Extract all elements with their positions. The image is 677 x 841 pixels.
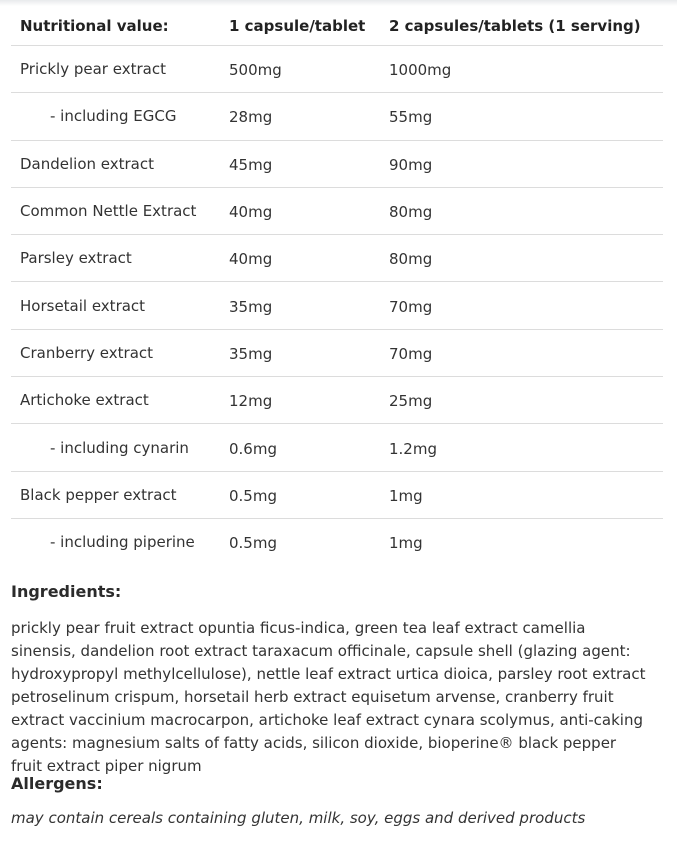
table-row [11, 471, 663, 518]
row-name: - including piperine [50, 533, 195, 552]
row-two-capsules: 80mg [380, 187, 663, 234]
table-row [11, 282, 663, 329]
ingredients-text: prickly pear fruit extract opuntia ficus-indica, green tea leaf extract camellia sinensis, dandelion root extract taraxacum officinale, capsule shell (glazing agent: hydroxypropyl methylcellulose), nettle leaf extract urtica dioica, parsley root extract petroselinum crispum, horsetail herb extract equisetum arvense, cranberry fruit extract vaccinium macrocarpon, artichoke leaf extract cynara scolymus, anti-caking agents: magnesium salts of fatty acids, silicon dioxide, bioperine® black pepper fruit extract piper nigrum [11, 619, 646, 775]
row-one-capsule: 40mg [220, 187, 380, 234]
row-one-capsule: 28mg [220, 93, 380, 140]
row-one-capsule: 0.5mg [229, 534, 277, 553]
table-row [11, 93, 663, 140]
table-row [11, 424, 663, 471]
row-name: - including EGCG [11, 93, 220, 140]
header-one-capsule: 1 capsule/tablet [220, 6, 380, 46]
row-one-capsule: 500mg [220, 46, 380, 93]
table-header-row [11, 6, 663, 46]
row-name: Dandelion extract [11, 140, 220, 187]
table-row [11, 329, 663, 376]
table-row [11, 46, 663, 93]
table-row [11, 518, 663, 565]
row-one-capsule: 0.5mg [220, 471, 380, 518]
table-row [11, 377, 663, 424]
row-one-capsule: 0.6mg [220, 424, 380, 471]
row-two-capsules: 55mg [380, 93, 663, 140]
row-one-capsule: 40mg [220, 235, 380, 282]
row-two-capsules: 80mg [380, 235, 663, 282]
nutrition-table [11, 6, 663, 565]
row-two-capsules: 1mg [380, 471, 663, 518]
row-two-capsules: 70mg [380, 282, 663, 329]
table-row [11, 140, 663, 187]
allergens-heading: Allergens: [11, 774, 103, 793]
table-row [11, 187, 663, 234]
table-row [11, 235, 663, 282]
row-two-capsules: 90mg [380, 140, 663, 187]
row-one-capsule: 35mg [220, 329, 380, 376]
row-name: Horsetail extract [11, 282, 220, 329]
allergens-text: may contain cereals containing gluten, milk, soy, eggs and derived products [11, 809, 586, 827]
row-name: Artichoke extract [11, 377, 220, 424]
header-two-capsules: 2 capsules/tablets (1 serving) [380, 6, 663, 46]
row-name: - including cynarin [11, 424, 220, 471]
row-name: Black pepper extract [11, 471, 220, 518]
row-one-capsule: 12mg [220, 377, 380, 424]
ingredients-heading: Ingredients: [11, 582, 122, 601]
row-two-capsules: 1000mg [380, 46, 663, 93]
header-nutritional-value: Nutritional value: [11, 6, 220, 46]
row-two-capsules: 25mg [380, 377, 663, 424]
row-one-capsule: 45mg [220, 140, 380, 187]
row-name: Cranberry extract [11, 329, 220, 376]
row-two-capsules: 70mg [380, 329, 663, 376]
row-one-capsule: 35mg [220, 282, 380, 329]
row-two-capsules: 1.2mg [380, 424, 663, 471]
row-name: Prickly pear extract [11, 46, 220, 93]
row-two-capsules: 1mg [389, 534, 423, 553]
row-name: Parsley extract [11, 235, 220, 282]
row-name: Common Nettle Extract [11, 187, 220, 234]
